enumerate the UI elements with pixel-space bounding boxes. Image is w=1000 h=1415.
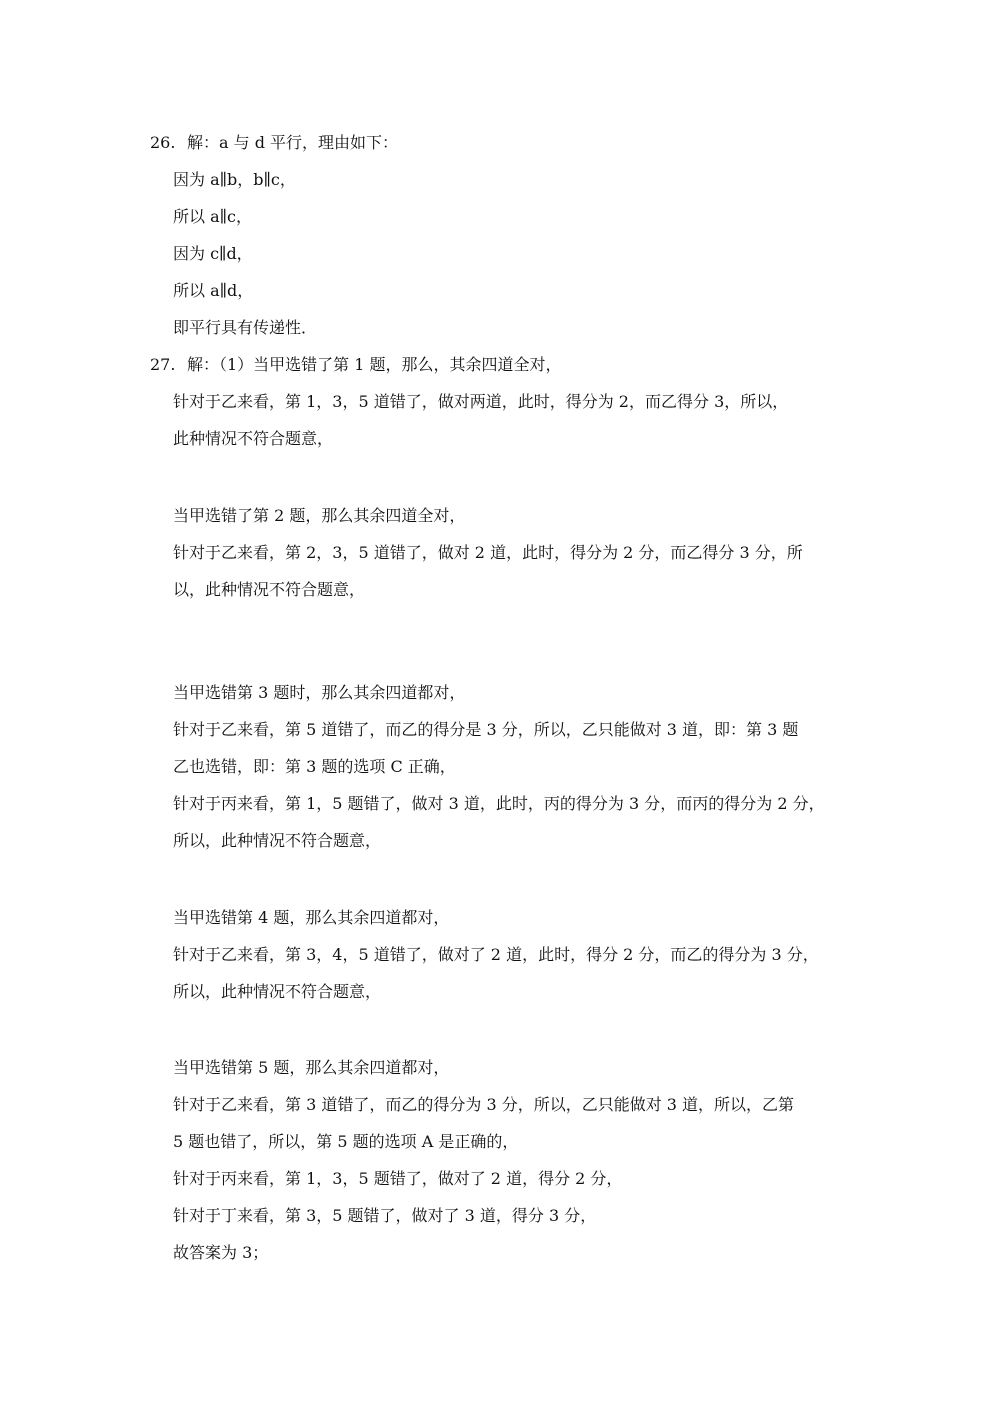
q27-line-19: 针对于丁来看，第 3，5 题错了，做对了 3 道，得分 3 分，: [173, 1206, 597, 1225]
q27-line-17: 5 题也错了，所以，第 5 题的选项 A 是正确的，: [173, 1132, 519, 1151]
q26-line-1: 解：a 与 d 平行，理由如下：: [187, 133, 399, 152]
q27-line-12: 当甲选错第 4 题，那么其余四道都对，: [173, 908, 450, 927]
q26-number: 26.: [150, 133, 176, 152]
q26-line-5: 所以 a∥d，: [173, 281, 254, 300]
q27-line-5: 针对于乙来看，第 2，3，5 道错了，做对 2 道，此时，得分为 2 分，而乙得分 3 分，所: [173, 543, 803, 562]
q27-line-16: 针对于乙来看，第 3 道错了，而乙的得分为 3 分，所以，乙只能做对 3 道，所以，乙第: [173, 1095, 795, 1114]
q27-line-11: 所以，此种情况不符合题意，: [173, 831, 382, 850]
q27-line-9: 乙也选错，即：第 3 题的选项 C 正确，: [173, 757, 456, 776]
q27-line-4: 当甲选错了第 2 题，那么其余四道全对，: [173, 506, 466, 525]
q27-line-18: 针对于丙来看，第 1，3，5 题错了，做对了 2 道，得分 2 分，: [173, 1169, 623, 1188]
q27-line-2: 针对于乙来看，第 1，3，5 道错了，做对两道，此时，得分为 2，而乙得分 3，所以，: [173, 392, 789, 411]
q27-line-6: 以，此种情况不符合题意，: [173, 580, 366, 599]
q27-line-14: 所以，此种情况不符合题意，: [173, 982, 382, 1001]
q27-line-8: 针对于乙来看，第 5 道错了，而乙的得分是 3 分，所以，乙只能做对 3 道，即：第 3 题: [173, 720, 799, 739]
q27-line-1: 解：（1）当甲选错了第 1 题，那么，其余四道全对，: [187, 355, 562, 374]
q27-line-3: 此种情况不符合题意，: [173, 429, 334, 448]
q27-line-10: 针对于丙来看，第 1，5 题错了，做对 3 道，此时，丙的得分为 3 分，而丙的得分为 2 分，: [173, 794, 825, 813]
q27-line-15: 当甲选错第 5 题，那么其余四道都对，: [173, 1058, 450, 1077]
q27-number: 27.: [150, 355, 176, 374]
q27-line-7: 当甲选错第 3 题时，那么其余四道都对，: [173, 683, 466, 702]
q27-line-13: 针对于乙来看，第 3，4，5 道错了，做对了 2 道，此时，得分 2 分，而乙的得分为 3 分，: [173, 945, 819, 964]
q26-line-2: 因为 a∥b，b∥c，: [173, 170, 296, 189]
q26-line-4: 因为 c∥d，: [173, 244, 253, 263]
q26-line-3: 所以 a∥c，: [173, 207, 252, 226]
q27-line-20: 故答案为 3；: [173, 1243, 269, 1262]
q26-line-6: 即平行具有传递性．: [173, 318, 318, 337]
